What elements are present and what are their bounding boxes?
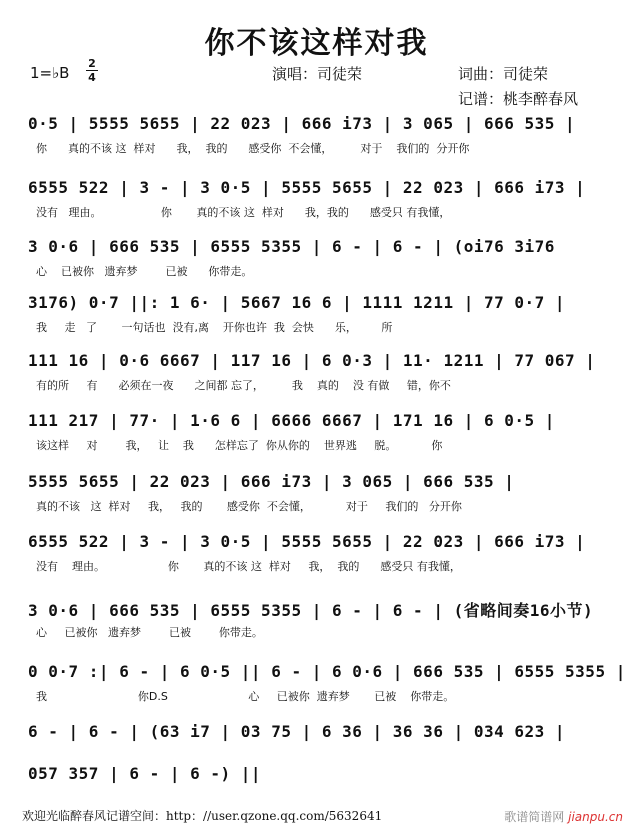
notes-line-5: 111 16 | 0·6 6667 | 117 16 | 6 0·3 | 11· 1211 | 77 067 |	[28, 351, 596, 370]
lyrics-line-3: 心 已被你 遗弃梦 已被 你带走。	[36, 265, 253, 278]
notes-line-10: 0 0·7 :| 6 - | 6 0·5 || 6 - | 6 0·6 | 666 535 | 6555 5355 |	[28, 662, 626, 681]
watermark-text: 歌谱简谱网	[504, 810, 565, 824]
lyrics-line-8: 没有 理由。 你 真的不该 这 样对 我， 我的 感受只 有我懂，	[36, 560, 461, 573]
song-title: 你不该这样对我	[204, 26, 429, 61]
lyrics-line-9: 心 已被你 遗弃梦 已被 你带走。	[36, 626, 263, 639]
composer-credit: 词曲：司徒荣	[458, 65, 549, 83]
singer-credit: 演唱：司徒荣	[272, 65, 363, 83]
notes-line-3: 3 0·6 | 666 535 | 6555 5355 | 6 - | 6 - | (oi76 3i76	[28, 237, 555, 256]
time-sig-bottom: 4	[88, 71, 96, 84]
time-sig-top: 2	[88, 57, 96, 70]
time-signature	[86, 58, 98, 83]
lyrics-line-5: 有的所 有 必须在一夜 之间都 忘了， 我 真的 没 有做 错，你不	[36, 379, 451, 392]
notes-line-11: 6 - | 6 - | (63 i7 | 03 75 | 6 36 | 36 36 | 034 623 |	[28, 722, 566, 741]
notes-line-6: 111 217 | 77· | 1·6 6 | 6666 6667 | 171 16 | 6 0·5 |	[28, 411, 555, 430]
notes-line-9: 3 0·6 | 666 535 | 6555 5355 | 6 - | 6 - | (省略间奏16小节)	[28, 601, 594, 620]
transcriber-credit: 记谱：桃李醉春风	[458, 90, 579, 108]
watermark	[504, 808, 623, 825]
notes-line-7: 5555 5655 | 22 023 | 666 i73 | 3 065 | 666 535 |	[28, 472, 515, 491]
lyrics-line-4: 我 走 了 一句话也 没有,离 开你也许 我 会快 乐， 所	[36, 321, 393, 334]
lyrics-line-7: 真的不该 这 样对 我， 我的 感受你 不会懂， 对于 我们的 分开你	[36, 500, 462, 513]
notes-line-2: 6555 522 | 3 - | 3 0·5 | 5555 5655 | 22 023 | 666 i73 |	[28, 178, 586, 197]
watermark-url: jianpu.cn	[568, 810, 623, 824]
notes-line-12: 057 357 | 6 - | 6 -) ||	[28, 764, 262, 783]
key-signature: 1=♭B	[30, 64, 70, 82]
lyrics-line-1: 你 真的不该 这 样对 我， 我的 感受你 不会懂， 对于 我们的 分开你	[36, 142, 470, 155]
lyrics-line-10: 我 你D.S 心 已被你 遗弃梦 已被 你带走。	[36, 690, 455, 703]
notes-line-8: 6555 522 | 3 - | 3 0·5 | 5555 5655 | 22 023 | 666 i73 |	[28, 532, 586, 551]
notes-line-1: 0·5 | 5555 5655 | 22 023 | 666 i73 | 3 065 | 666 535 |	[28, 114, 576, 133]
notes-line-4: 3176) 0·7 ||: 1 6· | 5667 16 6 | 1111 1211 | 77 0·7 |	[28, 293, 566, 312]
lyrics-line-6: 该这样 对 我， 让 我 怎样忘了 你从你的 世界逃 脱。 你	[36, 439, 443, 452]
footer-credit: 欢迎光临醉春风记谱空间：http：//user.qzone.qq.com/5632641	[22, 809, 383, 823]
lyrics-line-2: 没有 理由。 你 真的不该 这 样对 我，我的 感受只 有我懂，	[36, 206, 451, 219]
